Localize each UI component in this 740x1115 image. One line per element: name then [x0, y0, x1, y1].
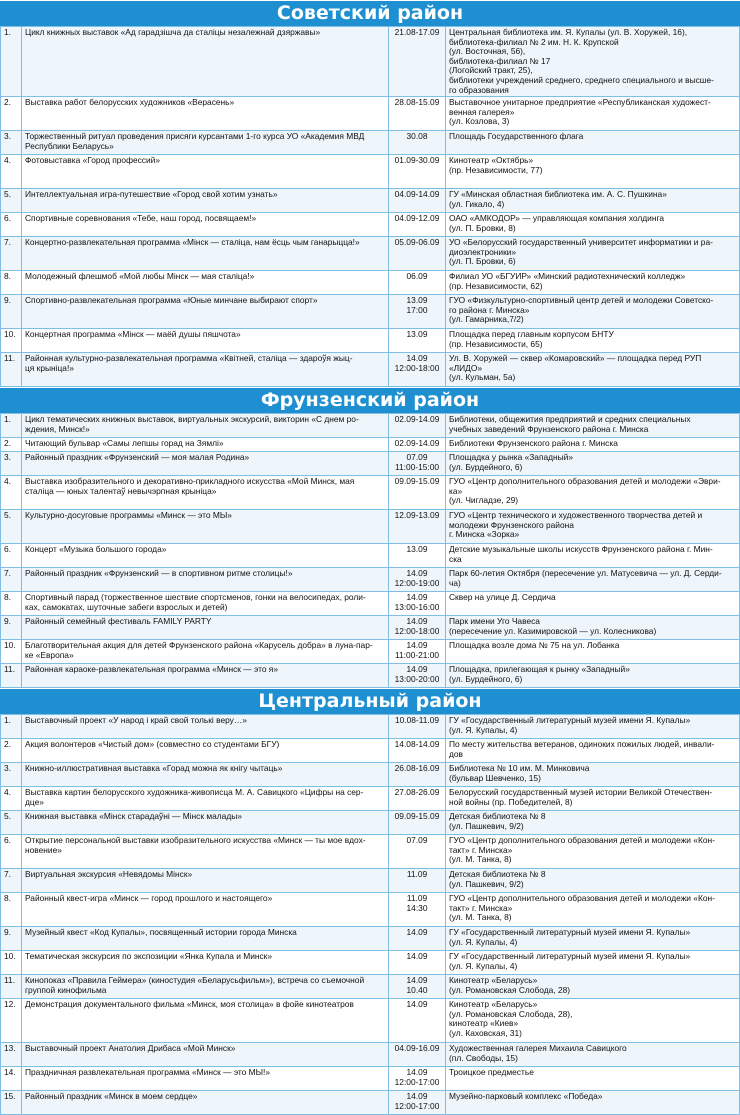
event-place: Музейно-парковый комплекс «Победа»	[446, 1091, 740, 1115]
row-number: 4.	[1, 155, 22, 189]
event-place: Площадка перед главным корпусом БНТУ (пр. Независимости, 65)	[446, 329, 740, 353]
event-date: 11.09	[389, 869, 446, 893]
event-place: ГУО «Центр дополнительного образования детей и молодежи «Кон- такт» г. Минска» (ул. М. Танка, 8)	[446, 893, 740, 927]
event-name: Молодежный флешмоб «Мой любы Мінск — мая сталіца!»	[22, 271, 389, 295]
event-date: 07.09 11:00-15:00	[389, 452, 446, 476]
event-place: Площадь Государственного флага	[446, 131, 740, 155]
event-place: По месту жительства ветеранов, одиноких пожилых людей, инвали- дов	[446, 739, 740, 763]
table-row	[1, 97, 740, 131]
event-name: Выставочный проект «У народ і край свой толькі веру…»	[22, 715, 389, 739]
row-number: 15.	[1, 1091, 22, 1115]
event-place: Кинотеатр «Беларусь» (ул. Романовская Слобода, 28)	[446, 975, 740, 999]
event-name: Культурно-досуговые программы «Минск — это МЫ»	[22, 510, 389, 544]
row-number: 6.	[1, 213, 22, 237]
event-name: Цикл тематических книжных выставок, виртуальных экскурсий, викторин «С днем ро- ждения, Минск!»	[22, 414, 389, 438]
event-place: Парк имени Уго Чавеса (пересечение ул. Казимировской — ул. Колесникова)	[446, 616, 740, 640]
event-name: Цикл книжных выставок «Ад гарадзішча да сталіцы незалежнай дзяржавы»	[22, 27, 389, 97]
event-name: Районный праздник «Фрунзенский — моя малая Родина»	[22, 452, 389, 476]
table-row	[1, 438, 740, 452]
event-place: ГУО «Центр дополнительного образования детей и молодежи «Эври- ка» (ул. Чигладзе, 29)	[446, 476, 740, 510]
event-name: Районная караоке-развлекательная программа «Минск — это я»	[22, 664, 389, 688]
event-place: Троицкое предместье	[446, 1067, 740, 1091]
row-number: 8.	[1, 271, 22, 295]
event-date: 12.09-13.09	[389, 510, 446, 544]
event-date: 13.09	[389, 544, 446, 568]
table-row	[1, 640, 740, 664]
row-number: 8.	[1, 893, 22, 927]
event-date: 04.09-16.09	[389, 1043, 446, 1067]
event-name: Районный праздник «Фрунзенский — в спортивном ритме столицы!»	[22, 568, 389, 592]
event-place: Художественная галерея Михаила Савицкого (пл. Свободы, 15)	[446, 1043, 740, 1067]
event-date: 14.09 10.40	[389, 975, 446, 999]
event-date: 14.09 13:00-20:00	[389, 664, 446, 688]
row-number: 11.	[1, 353, 22, 387]
event-place: ОАО «АМКОДОР» — управляющая компания холдинга (ул. П. Бровки, 8)	[446, 213, 740, 237]
table-row	[1, 27, 740, 97]
event-place: Библиотеки, общежития предприятий и средних специальных учебных заведений Фрунзенского района г. Минска	[446, 414, 740, 438]
event-name: Районная культурно-развлекательная программа «Квітней, сталіца — здароўя жыц- ця крыніца!»	[22, 353, 389, 387]
event-place: ГУО «Центр технического и художественного творчества детей и молодежи Фрунзенского района г. Минска «Зорка»	[446, 510, 740, 544]
event-place: УО «Белорусский государственный университет информатики и ра- диоэлектроники» (ул. П. Бровки, 6)	[446, 237, 740, 271]
table-row	[1, 414, 740, 438]
event-place: Площадка возле дома № 75 на ул. Лобанка	[446, 640, 740, 664]
event-date: 21.08-17.09	[389, 27, 446, 97]
event-name: Концертная программа «Мінск — маёй душы пяшчота»	[22, 329, 389, 353]
event-name: Концерт «Музыка большого города»	[22, 544, 389, 568]
event-date: 27.08-26.09	[389, 787, 446, 811]
event-date: 13.09	[389, 329, 446, 353]
event-place: Площадка у рынка «Западный» (ул. Бурдейного, 6)	[446, 452, 740, 476]
event-name: Районный квест-игра «Минск — город прошлого и настоящего»	[22, 893, 389, 927]
table-row	[1, 544, 740, 568]
table-row	[1, 893, 740, 927]
event-name: Концертно-развлекательная программа «Мінск — сталіца, нам ёсць чым ганарыцца!»	[22, 237, 389, 271]
row-number: 2.	[1, 739, 22, 763]
row-number: 1.	[1, 715, 22, 739]
table-row	[1, 295, 740, 329]
table-row	[1, 999, 740, 1043]
table-row	[1, 664, 740, 688]
event-name: Спортивные соревнования «Тебе, наш город, посвящаем!»	[22, 213, 389, 237]
event-date: 28.08-15.09	[389, 97, 446, 131]
event-place: Белорусский государственный музей истории Великой Отечествен- ной войны (пр. Победителей, 8)	[446, 787, 740, 811]
table-row	[1, 811, 740, 835]
table-row	[1, 213, 740, 237]
table-row	[1, 271, 740, 295]
row-number: 1.	[1, 414, 22, 438]
row-number: 1.	[1, 27, 22, 97]
event-place: ГУ «Минская областная библиотека им. А. С. Пушкина» (ул. Гикало, 4)	[446, 189, 740, 213]
event-name: Праздничная развлекательная программа «Минск — это МЫ!»	[22, 1067, 389, 1091]
event-date: 26.08-16.09	[389, 763, 446, 787]
section-title: Фрунзенский район	[0, 387, 740, 413]
event-date: 04.09-14.09	[389, 189, 446, 213]
table-row	[1, 975, 740, 999]
row-number: 3.	[1, 131, 22, 155]
event-name: Интеллектуальная игра-путешествие «Город свой хотим узнать»	[22, 189, 389, 213]
row-number: 10.	[1, 329, 22, 353]
events-table	[0, 413, 740, 688]
event-date: 11.09 14:30	[389, 893, 446, 927]
event-place: ГУ «Государственный литературный музей имени Я. Купалы» (ул. Я. Купалы, 4)	[446, 951, 740, 975]
event-date: 06.09	[389, 271, 446, 295]
table-row	[1, 329, 740, 353]
event-place: Библиотека № 10 им. М. Минковича (бульвар Шевченко, 15)	[446, 763, 740, 787]
table-row	[1, 237, 740, 271]
row-number: 8.	[1, 592, 22, 616]
table-row	[1, 592, 740, 616]
table-row	[1, 715, 740, 739]
table-row	[1, 1091, 740, 1115]
event-name: Районный семейный фестиваль FAMILY PARTY	[22, 616, 389, 640]
event-date: 10.08-11.09	[389, 715, 446, 739]
table-row	[1, 616, 740, 640]
table-row	[1, 1043, 740, 1067]
event-place: Детская библиотека № 8 (ул. Пашкевич, 9/2)	[446, 869, 740, 893]
row-number: 13.	[1, 1043, 22, 1067]
row-number: 9.	[1, 295, 22, 329]
table-row	[1, 353, 740, 387]
event-place: Парк 60-летия Октября (пересечение ул. Матусевича — ул. Д. Серди- ча)	[446, 568, 740, 592]
event-date: 14.09 12:00-19:00	[389, 568, 446, 592]
section-title: Центральный район	[0, 688, 740, 714]
row-number: 7.	[1, 568, 22, 592]
row-number: 7.	[1, 237, 22, 271]
event-place: Филиал УО «БГУИР» «Минский радиотехнический колледж» (пр. Независимости, 62)	[446, 271, 740, 295]
event-name: Читающий бульвар «Самы лепшы горад на Зямлі»	[22, 438, 389, 452]
event-place: Площадка, прилегающая к рынку «Западный» (ул. Бурдейного, 6)	[446, 664, 740, 688]
table-row	[1, 155, 740, 189]
row-number: 6.	[1, 835, 22, 869]
event-name: Кинопоказ «Правила Геймера» (киностудия «Беларусьфильм»), встреча со съемочной группой кинофильма	[22, 975, 389, 999]
row-number: 3.	[1, 763, 22, 787]
event-name: Фотовыставка «Город профессий»	[22, 155, 389, 189]
row-number: 11.	[1, 975, 22, 999]
row-number: 9.	[1, 616, 22, 640]
event-name: Музейный квест «Код Купалы», посвященный истории города Минска	[22, 927, 389, 951]
event-place: Кинотеатр «Октябрь» (пр. Независимости, 77)	[446, 155, 740, 189]
table-row	[1, 835, 740, 869]
event-date: 09.09-15.09	[389, 811, 446, 835]
event-name: Выставка картин белорусского художника-живописца М. А. Савицкого «Цифры на сер- дце»	[22, 787, 389, 811]
event-date: 05.09-06.09	[389, 237, 446, 271]
event-date: 14.09	[389, 999, 446, 1043]
event-name: Виртуальная экскурсия «Невядомы Мінск»	[22, 869, 389, 893]
event-name: Книжная выставка «Мінск старадаўні — Мінск малады»	[22, 811, 389, 835]
row-number: 14.	[1, 1067, 22, 1091]
table-row	[1, 452, 740, 476]
event-name: Выставочный проект Анатолия Дрибаса «Мой Минск»	[22, 1043, 389, 1067]
event-date: 09.09-15.09	[389, 476, 446, 510]
event-name: Районный праздник «Минск в моем сердце»	[22, 1091, 389, 1115]
event-name: Торжественный ритуал проведения присяги курсантами 1-го курса УО «Академия МВД Республики Беларусь»	[22, 131, 389, 155]
row-number: 4.	[1, 787, 22, 811]
event-date: 14.09 12:00-18:00	[389, 353, 446, 387]
table-row	[1, 739, 740, 763]
event-place: ГУО «Физкультурно-спортивный центр детей и молодежи Советско- го района г. Минска» (ул. Гамарника,7/2)	[446, 295, 740, 329]
row-number: 12.	[1, 999, 22, 1043]
event-place: Выставочное унитарное предприятие «Республиканская художест- венная галерея» (ул. Козлова, 3)	[446, 97, 740, 131]
row-number: 10.	[1, 951, 22, 975]
event-date: 14.09 12:00-18:00	[389, 616, 446, 640]
event-date: 14.09 13:00-16:00	[389, 592, 446, 616]
event-name: Книжно-иллюстративная выставка «Горад можна як кнігу чытаць»	[22, 763, 389, 787]
row-number: 5.	[1, 811, 22, 835]
row-number: 2.	[1, 438, 22, 452]
events-table	[0, 714, 740, 1115]
table-row	[1, 869, 740, 893]
event-place: Библиотеки Фрунзенского района г. Минска	[446, 438, 740, 452]
event-date: 04.09-12.09	[389, 213, 446, 237]
event-date: 01.09-30.09	[389, 155, 446, 189]
event-place: Ул. В. Хоружей — сквер «Комаровский» — площадка перед РУП «ЛИДО» (ул. Кульман, 5а)	[446, 353, 740, 387]
section-title: Советский район	[0, 0, 740, 26]
event-date: 14.09 12:00-17:00	[389, 1091, 446, 1115]
row-number: 6.	[1, 544, 22, 568]
event-date: 14.09	[389, 927, 446, 951]
table-row	[1, 787, 740, 811]
row-number: 4.	[1, 476, 22, 510]
table-row	[1, 927, 740, 951]
events-table	[0, 26, 740, 387]
row-number: 10.	[1, 640, 22, 664]
row-number: 11.	[1, 664, 22, 688]
event-date: 14.09	[389, 951, 446, 975]
event-date: 02.09-14.09	[389, 438, 446, 452]
event-date: 14.08-14.09	[389, 739, 446, 763]
event-name: Выставка работ белорусских художников «Верасень»	[22, 97, 389, 131]
row-number: 3.	[1, 452, 22, 476]
event-name: Спортивно-развлекательная программа «Юные минчане выбирают спорт»	[22, 295, 389, 329]
event-place: Кинотеатр «Беларусь» (ул. Романовская Слобода, 28), кинотеатр «Киев» (ул. Каховская, 31)	[446, 999, 740, 1043]
event-place: Центральная библиотека им. Я. Купалы (ул. В. Хоружей, 16), библиотека-филиал № 2 им. Н. К. Крупской (ул. Восточная, 56), библиотека-филиал № 17 (Логойский тракт, 25), библиотеки учреждений среднего, среднего специального и высше- го образования	[446, 27, 740, 97]
row-number: 7.	[1, 869, 22, 893]
table-row	[1, 476, 740, 510]
table-row	[1, 189, 740, 213]
event-date: 02.09-14.09	[389, 414, 446, 438]
table-row	[1, 951, 740, 975]
event-name: Тематическая экскурсия по экспозиции «Янка Купала и Минск»	[22, 951, 389, 975]
event-place: ГУО «Центр дополнительного образования детей и молодежи «Кон- такт» г. Минска» (ул. М. Танка, 8)	[446, 835, 740, 869]
row-number: 5.	[1, 189, 22, 213]
event-place: ГУ «Государственный литературный музей имени Я. Купалы» (ул. Я. Купалы, 4)	[446, 927, 740, 951]
event-date: 30.08	[389, 131, 446, 155]
event-name: Акция волонтеров «Чистый дом» (совместно со студентами БГУ)	[22, 739, 389, 763]
table-row	[1, 131, 740, 155]
table-row	[1, 1067, 740, 1091]
table-row	[1, 763, 740, 787]
event-date: 13.09 17:00	[389, 295, 446, 329]
event-place: ГУ «Государственный литературный музей имени Я. Купалы» (ул. Я. Купалы, 4)	[446, 715, 740, 739]
event-place: Сквер на улице Д. Сердича	[446, 592, 740, 616]
row-number: 5.	[1, 510, 22, 544]
event-date: 14.09 12:00-17:00	[389, 1067, 446, 1091]
event-name: Благотворительная акция для детей Фрунзенского района «Карусель добра» в луна-пар- ке «Европа»	[22, 640, 389, 664]
table-row	[1, 510, 740, 544]
event-place: Детская библиотека № 8 (ул. Пашкевич, 9/2)	[446, 811, 740, 835]
event-name: Выставка изобразительного и декоративно-прикладного искусства «Мой Минск, мая сталіца — юных талентаў невычэрпная крыніца»	[22, 476, 389, 510]
event-name: Открытие персональной выставки изобразительного искусства «Минск — ты мое вдох- новение»	[22, 835, 389, 869]
event-name: Спортивный парад (торжественное шествие спортсменов, гонки на велосипедах, роли- ках, самокатах, шуточные забеги взрослых и детей)	[22, 592, 389, 616]
event-date: 07.09	[389, 835, 446, 869]
event-name: Демонстрация документального фильма «Минск, моя столица» в фойе кинотеатров	[22, 999, 389, 1043]
event-place: Детские музыкальные школы искусств Фрунзенского района г. Мин- ска	[446, 544, 740, 568]
row-number: 2.	[1, 97, 22, 131]
event-date: 14.09 11:00-21:00	[389, 640, 446, 664]
row-number: 9.	[1, 927, 22, 951]
table-row	[1, 568, 740, 592]
